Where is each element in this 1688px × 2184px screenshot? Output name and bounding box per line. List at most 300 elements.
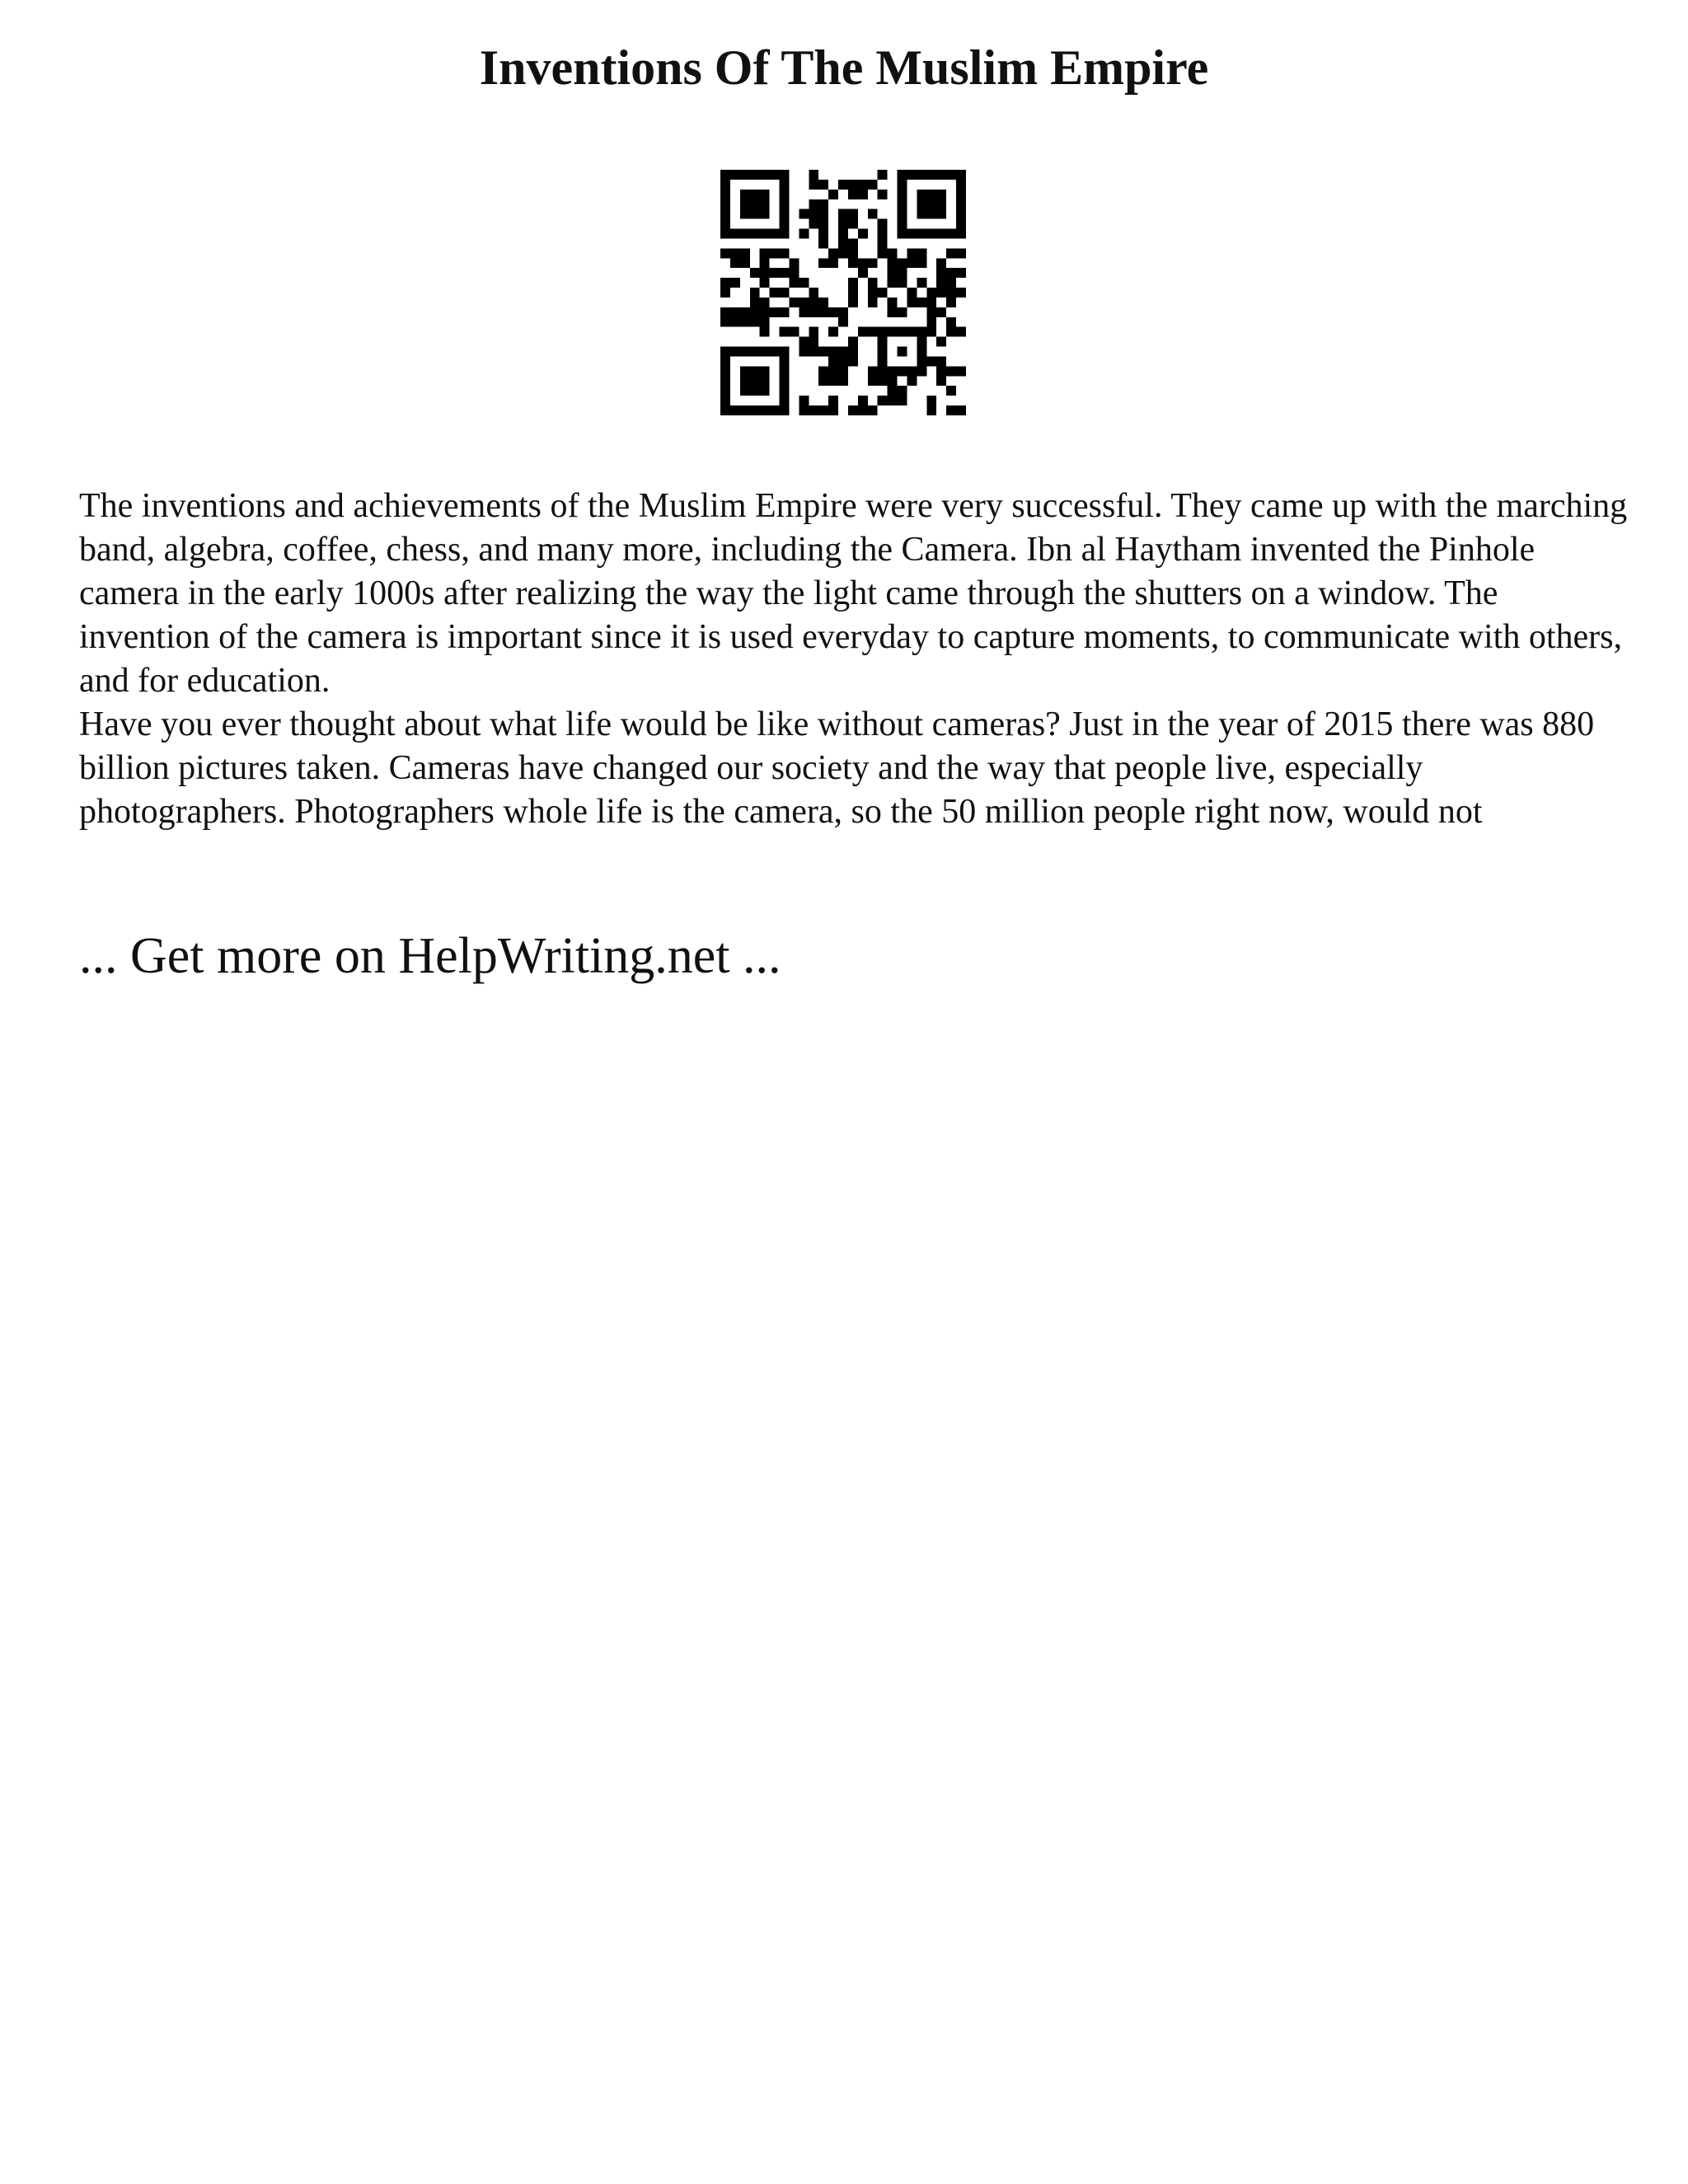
- qr-module: [838, 180, 848, 190]
- qr-module: [907, 258, 917, 268]
- qr-module: [828, 376, 838, 386]
- qr-module: [956, 190, 966, 199]
- qr-module: [789, 268, 799, 278]
- qr-module: [818, 298, 828, 307]
- qr-module: [858, 229, 868, 239]
- qr-module: [956, 209, 966, 219]
- qr-module: [878, 347, 888, 357]
- qr-module: [878, 248, 888, 258]
- qr-module: [760, 376, 770, 386]
- qr-module: [878, 238, 888, 248]
- qr-module: [740, 405, 750, 415]
- qr-module: [730, 347, 740, 357]
- qr-module: [720, 366, 730, 376]
- qr-module: [780, 405, 790, 415]
- qr-module: [868, 405, 878, 415]
- qr-module: [878, 229, 888, 239]
- qr-module: [770, 268, 780, 278]
- qr-module: [946, 288, 956, 298]
- qr-module: [848, 278, 858, 288]
- qr-module: [828, 258, 838, 268]
- qr-module: [907, 327, 917, 337]
- qr-module: [946, 317, 956, 327]
- qr-module: [878, 396, 888, 405]
- qr-module: [809, 209, 818, 219]
- qr-module: [730, 405, 740, 415]
- qr-module: [750, 376, 760, 386]
- qr-module: [809, 170, 818, 180]
- qr-module: [878, 337, 888, 347]
- qr-module: [760, 190, 770, 199]
- qr-module: [838, 238, 848, 248]
- qr-module: [878, 376, 888, 386]
- qr-module: [926, 317, 936, 327]
- qr-module: [898, 199, 907, 209]
- qr-module: [936, 366, 946, 376]
- qr-module: [838, 307, 848, 317]
- qr-module: [799, 209, 809, 219]
- qr-module: [770, 347, 780, 357]
- qr-module: [818, 307, 828, 317]
- qr-module: [936, 337, 946, 347]
- qr-module: [917, 337, 926, 347]
- qr-module: [740, 258, 750, 268]
- qr-module: [750, 268, 760, 278]
- qr-module: [898, 170, 907, 180]
- qr-module: [946, 248, 956, 258]
- paragraph-2: Have you ever thought about what life would be like without cameras? Just in the year of 2015 there was 880 billion pictures taken. Cameras have changed our society and the way that people live, especially photographers. Photographers whole life is the camera, so the 50 million people right now, would not: [79, 705, 1595, 831]
- qr-module: [878, 219, 888, 229]
- qr-module: [809, 199, 818, 209]
- qr-module: [780, 268, 790, 278]
- qr-module: [828, 347, 838, 357]
- qr-module: [858, 258, 868, 268]
- qr-module: [780, 219, 790, 229]
- qr-module: [818, 366, 828, 376]
- qr-module: [888, 396, 898, 405]
- qr-module: [898, 190, 907, 199]
- qr-module: [868, 376, 878, 386]
- qr-module: [760, 248, 770, 258]
- qr-module: [917, 298, 926, 307]
- qr-module: [740, 199, 750, 209]
- qr-module: [740, 170, 750, 180]
- qr-module: [720, 170, 730, 180]
- qr-module: [878, 288, 888, 298]
- qr-module: [956, 199, 966, 209]
- qr-module: [780, 376, 790, 386]
- qr-module: [838, 366, 848, 376]
- qr-module: [888, 327, 898, 337]
- qr-module: [770, 288, 780, 298]
- qr-module: [818, 229, 828, 239]
- qr-module: [917, 258, 926, 268]
- qr-module: [848, 298, 858, 307]
- qr-module: [956, 229, 966, 239]
- document-title: Inventions Of The Muslim Empire: [479, 40, 1209, 95]
- qr-module: [730, 229, 740, 239]
- qr-module: [760, 229, 770, 239]
- qr-module: [809, 405, 818, 415]
- qr-module: [848, 288, 858, 298]
- qr-module: [926, 405, 936, 415]
- qr-module: [898, 209, 907, 219]
- qr-module: [926, 307, 936, 317]
- qr-module: [730, 258, 740, 268]
- qr-module: [848, 347, 858, 357]
- qr-module: [828, 356, 838, 366]
- qr-module: [799, 405, 809, 415]
- qr-module: [917, 199, 926, 209]
- qr-module: [770, 170, 780, 180]
- qr-module: [818, 199, 828, 209]
- qr-module: [868, 327, 878, 337]
- qr-module: [946, 278, 956, 288]
- qr-module: [946, 268, 956, 278]
- qr-module: [888, 268, 898, 278]
- qr-module: [750, 317, 760, 327]
- qr-module: [750, 288, 760, 298]
- qr-module: [888, 258, 898, 268]
- qr-module: [818, 405, 828, 415]
- qr-module: [936, 190, 946, 199]
- qr-module: [936, 356, 946, 366]
- qr-module: [770, 405, 780, 415]
- qr-module: [809, 347, 818, 357]
- qr-module: [888, 307, 898, 317]
- qr-module: [888, 366, 898, 376]
- qr-module: [946, 327, 956, 337]
- qr-module: [760, 258, 770, 268]
- qr-module: [956, 366, 966, 376]
- qr-module: [730, 170, 740, 180]
- qr-module: [936, 268, 946, 278]
- qr-module: [750, 307, 760, 317]
- qr-module: [838, 229, 848, 239]
- qr-module: [720, 219, 730, 229]
- qr-module: [750, 366, 760, 376]
- qr-module: [720, 317, 730, 327]
- qr-module: [878, 327, 888, 337]
- qr-module: [770, 229, 780, 239]
- qr-module: [838, 219, 848, 229]
- qr-module: [858, 268, 868, 278]
- qr-module: [878, 190, 888, 199]
- qr-module: [936, 258, 946, 268]
- qr-module: [868, 288, 878, 298]
- qr-module: [780, 386, 790, 396]
- qr-module: [750, 190, 760, 199]
- qr-module: [858, 180, 868, 190]
- qr-module: [946, 229, 956, 239]
- qr-module: [917, 327, 926, 337]
- qr-module: [858, 405, 868, 415]
- qr-module: [760, 405, 770, 415]
- qr-module: [720, 405, 730, 415]
- qr-module: [780, 356, 790, 366]
- qr-module: [760, 327, 770, 337]
- qr-module: [818, 238, 828, 248]
- qr-module: [926, 356, 936, 366]
- qr-module: [780, 347, 790, 357]
- qr-module: [730, 307, 740, 317]
- qr-module: [888, 386, 898, 396]
- qr-module: [838, 317, 848, 327]
- qr-module: [878, 366, 888, 376]
- qr-module: [799, 347, 809, 357]
- qr-module: [898, 366, 907, 376]
- qr-module: [917, 278, 926, 288]
- qr-module: [848, 180, 858, 190]
- qr-module: [956, 327, 966, 337]
- qr-module: [720, 229, 730, 239]
- qr-module: [878, 170, 888, 180]
- qr-module: [799, 229, 809, 239]
- qr-module: [780, 199, 790, 209]
- qr-module: [936, 229, 946, 239]
- qr-module: [956, 170, 966, 180]
- qr-module: [898, 219, 907, 229]
- qr-module: [936, 209, 946, 219]
- qr-module: [720, 209, 730, 219]
- qr-module: [917, 229, 926, 239]
- qr-module: [760, 278, 770, 288]
- qr-module: [720, 347, 730, 357]
- qr-module: [917, 209, 926, 219]
- qr-module: [868, 180, 878, 190]
- qr-module: [740, 376, 750, 386]
- qr-module: [848, 238, 858, 248]
- qr-module: [858, 190, 868, 199]
- qr-module: [936, 307, 946, 317]
- qr-module: [809, 327, 818, 337]
- qr-module: [838, 376, 848, 386]
- qr-module: [936, 199, 946, 209]
- qr-module: [936, 376, 946, 386]
- qr-module: [799, 337, 809, 347]
- qr-module: [917, 356, 926, 366]
- qr-module: [720, 356, 730, 366]
- paragraph-1: The inventions and achievements of the Muslim Empire were very successful. They came up with the marching band, algebra, coffee, chess, and many more, including the Camera. Ibn al Haytham invented the Pinhole camera in the early 1000s after realizing the way the light came through the shutters on a window. The invention of the camera is important since it is used everyday to capture moments, to communicate with others, and for education.: [79, 487, 1628, 700]
- qr-module: [888, 248, 898, 258]
- qr-module: [780, 288, 790, 298]
- qr-module: [740, 366, 750, 376]
- qr-module: [760, 170, 770, 180]
- qr-module: [818, 376, 828, 386]
- qr-module: [750, 347, 760, 357]
- qr-module: [898, 396, 907, 405]
- qr-module: [838, 209, 848, 219]
- qr-module: [898, 229, 907, 239]
- qr-code-icon: [720, 170, 966, 415]
- qr-module: [770, 248, 780, 258]
- qr-module: [740, 248, 750, 258]
- qr-module: [760, 307, 770, 317]
- qr-module: [809, 337, 818, 347]
- qr-module: [780, 248, 790, 258]
- qr-module: [770, 307, 780, 317]
- qr-module: [760, 298, 770, 307]
- qr-module: [740, 347, 750, 357]
- qr-module: [720, 190, 730, 199]
- qr-module: [809, 298, 818, 307]
- qr-module: [956, 268, 966, 278]
- qr-module: [956, 405, 966, 415]
- qr-module: [926, 190, 936, 199]
- qr-module: [740, 190, 750, 199]
- qr-module: [730, 248, 740, 258]
- qr-module: [868, 258, 878, 268]
- qr-module: [926, 170, 936, 180]
- qr-module: [760, 366, 770, 376]
- qr-module: [720, 386, 730, 396]
- qr-module: [720, 288, 730, 298]
- qr-module: [740, 317, 750, 327]
- qr-module: [936, 288, 946, 298]
- qr-module: [917, 366, 926, 376]
- qr-module: [956, 248, 966, 258]
- qr-module: [780, 170, 790, 180]
- qr-module: [878, 356, 888, 366]
- qr-module: [740, 209, 750, 219]
- qr-module: [809, 307, 818, 317]
- qr-module: [848, 337, 858, 347]
- qr-module: [917, 347, 926, 357]
- qr-module: [828, 307, 838, 317]
- qr-module: [780, 396, 790, 405]
- qr-module: [720, 248, 730, 258]
- qr-module: [740, 229, 750, 239]
- qr-module: [946, 366, 956, 376]
- qr-module: [898, 347, 907, 357]
- qr-module: [936, 278, 946, 288]
- qr-module: [780, 327, 790, 337]
- qr-module: [888, 376, 898, 386]
- qr-module: [946, 170, 956, 180]
- qr-module: [780, 366, 790, 376]
- qr-module: [799, 298, 809, 307]
- qr-module: [848, 248, 858, 258]
- qr-module: [907, 298, 917, 307]
- qr-module: [838, 347, 848, 357]
- qr-module: [828, 327, 838, 337]
- qr-module: [760, 268, 770, 278]
- qr-module: [898, 327, 907, 337]
- qr-code-graphic: [720, 170, 966, 415]
- qr-module: [956, 180, 966, 190]
- qr-module: [828, 396, 838, 405]
- qr-module: [740, 386, 750, 396]
- qr-module: [868, 278, 878, 288]
- qr-module: [760, 209, 770, 219]
- qr-module: [898, 386, 907, 396]
- qr-module: [946, 298, 956, 307]
- qr-module: [898, 258, 907, 268]
- qr-module: [720, 180, 730, 190]
- qr-module: [789, 278, 799, 288]
- qr-module: [828, 366, 838, 376]
- qr-module: [868, 209, 878, 219]
- qr-module: [848, 190, 858, 199]
- qr-module: [750, 405, 760, 415]
- qr-module: [760, 386, 770, 396]
- qr-module: [809, 180, 818, 190]
- get-more-link[interactable]: ... Get more on HelpWriting.net ...: [79, 928, 781, 984]
- qr-module: [828, 190, 838, 199]
- qr-module: [760, 347, 770, 357]
- qr-module: [946, 405, 956, 415]
- qr-module: [926, 209, 936, 219]
- qr-module: [818, 209, 828, 219]
- qr-module: [907, 170, 917, 180]
- qr-module: [848, 258, 858, 268]
- qr-module: [898, 180, 907, 190]
- qr-module: [848, 219, 858, 229]
- qr-module: [926, 327, 936, 337]
- qr-module: [720, 278, 730, 288]
- qr-module: [868, 366, 878, 376]
- qr-module: [789, 298, 799, 307]
- qr-module: [799, 396, 809, 405]
- qr-module: [730, 278, 740, 288]
- qr-module: [780, 209, 790, 219]
- qr-module: [848, 209, 858, 219]
- qr-module: [789, 327, 799, 337]
- qr-module: [760, 199, 770, 209]
- qr-module: [907, 229, 917, 239]
- qr-module: [750, 209, 760, 219]
- qr-module: [750, 386, 760, 396]
- qr-module: [818, 219, 828, 229]
- qr-module: [780, 229, 790, 239]
- qr-module: [917, 190, 926, 199]
- qr-module: [828, 248, 838, 258]
- qr-module: [720, 396, 730, 405]
- qr-module: [907, 288, 917, 298]
- qr-module: [926, 298, 936, 307]
- qr-module: [917, 170, 926, 180]
- qr-module: [720, 199, 730, 209]
- qr-module: [720, 376, 730, 386]
- qr-module: [858, 327, 868, 337]
- qr-module: [780, 190, 790, 199]
- qr-module: [858, 396, 868, 405]
- qr-module: [907, 376, 917, 386]
- qr-module: [780, 307, 790, 317]
- body-text: [79, 485, 1629, 834]
- qr-module: [926, 199, 936, 209]
- qr-module: [946, 386, 956, 396]
- qr-module: [750, 170, 760, 180]
- qr-module: [750, 229, 760, 239]
- qr-module: [760, 317, 770, 327]
- qr-module: [740, 307, 750, 317]
- qr-module: [848, 405, 858, 415]
- qr-module: [789, 258, 799, 268]
- qr-module: [936, 170, 946, 180]
- qr-module: [926, 396, 936, 405]
- qr-module: [898, 307, 907, 317]
- qr-module: [898, 278, 907, 288]
- qr-module: [720, 307, 730, 317]
- qr-module: [818, 180, 828, 190]
- qr-module: [907, 366, 917, 376]
- qr-module: [818, 347, 828, 357]
- qr-module: [809, 219, 818, 229]
- qr-module: [799, 278, 809, 288]
- qr-module: [750, 298, 760, 307]
- qr-module: [868, 298, 878, 307]
